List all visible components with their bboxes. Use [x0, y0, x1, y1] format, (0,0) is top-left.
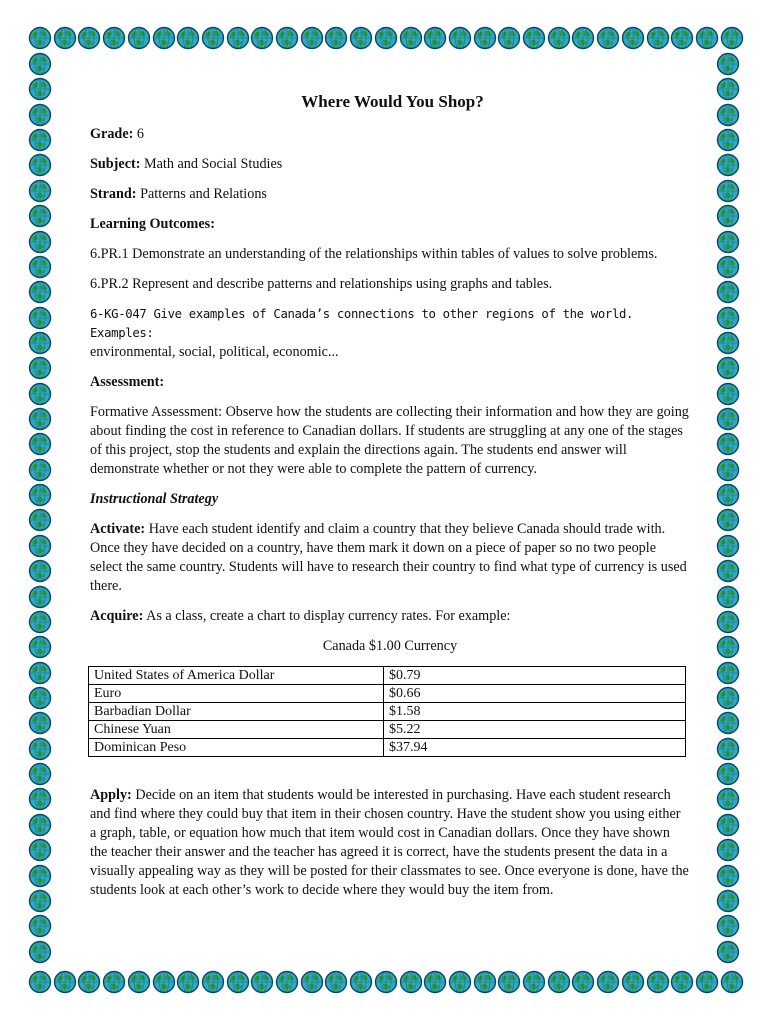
outcome-kg [90, 305, 690, 362]
globe-icon [127, 970, 151, 994]
currency-cell: United States of America Dollar [89, 667, 384, 685]
currency-cell: Euro [89, 685, 384, 703]
globe-icon [621, 26, 645, 50]
globe-icon [77, 970, 101, 994]
globe-icon [324, 26, 348, 50]
globe-icon [720, 26, 744, 50]
globe-icon [473, 970, 497, 994]
globe-icon [176, 970, 200, 994]
assessment-text: Formative Assessment: Observe how the students are collecting their information and how they are going about finding the cost in reference to Canadian dollars. If students are struggling at any one of the stages of this project, stop the students and explain the directions again. The students end answer will demonstrate whether or not they were able to complete the pattern of currency. [90, 404, 689, 477]
globe-icon [28, 458, 52, 482]
border-right [716, 52, 740, 964]
acquire-label: Acquire: [90, 608, 144, 624]
document-body [90, 92, 690, 911]
globe-icon [28, 179, 52, 203]
globe-icon [716, 534, 740, 558]
globe-icon [716, 686, 740, 710]
globe-icon [28, 686, 52, 710]
globe-icon [448, 26, 472, 50]
apply-label: Apply: [90, 787, 132, 803]
page-title: Where Would You Shop? [301, 92, 484, 111]
outcome-kg-code: 6-KG-047 Give examples of Canada’s connections to other regions of the world. Examples: [90, 307, 634, 340]
globe-icon [77, 26, 101, 50]
globe-icon [571, 26, 595, 50]
globe-icon [176, 26, 200, 50]
globe-icon [28, 153, 52, 177]
globe-icon [28, 331, 52, 355]
globe-icon [226, 970, 250, 994]
globe-icon [473, 26, 497, 50]
globe-icon [28, 585, 52, 609]
globe-icon [28, 382, 52, 406]
table-row [89, 703, 686, 721]
table-row [89, 721, 686, 739]
globe-icon [716, 889, 740, 913]
rate-cell: $1.58 [384, 703, 686, 721]
subject-line [90, 155, 690, 174]
strand-line [90, 185, 690, 204]
globe-icon [571, 970, 595, 994]
globe-icon [716, 762, 740, 786]
strand-label: Strand: [90, 186, 137, 202]
globe-icon [670, 26, 694, 50]
globe-icon [716, 331, 740, 355]
globe-icon [374, 26, 398, 50]
strand-value: Patterns and Relations [140, 186, 267, 202]
subject-value: Math and Social Studies [144, 156, 283, 172]
globe-icon [716, 382, 740, 406]
globe-icon [716, 255, 740, 279]
globe-icon [250, 970, 274, 994]
globe-icon [716, 230, 740, 254]
globe-icon [695, 26, 719, 50]
globe-icon [423, 970, 447, 994]
table-row [89, 685, 686, 703]
globe-icon [547, 970, 571, 994]
globe-icon [716, 585, 740, 609]
table-row [89, 667, 686, 685]
grade-value: 6 [136, 126, 144, 142]
globe-icon [28, 103, 52, 127]
rate-cell: $0.66 [384, 685, 686, 703]
assessment-heading: Assessment: [90, 374, 165, 390]
globe-icon [497, 970, 521, 994]
globe-icon [716, 559, 740, 583]
globe-icon [716, 153, 740, 177]
globe-icon [716, 128, 740, 152]
globe-icon [28, 432, 52, 456]
globe-icon [28, 52, 52, 76]
globe-icon [201, 970, 225, 994]
globe-icon [324, 970, 348, 994]
globe-icon [716, 914, 740, 938]
activate-text: Have each student identify and claim a country that they believe Canada should trade with. Once they have decided on a country, have them mark it down on a piece of paper so no two people select the same country. Students will have to research their country to find what type of currency is used there. [90, 521, 687, 594]
globe-icon [28, 407, 52, 431]
globe-icon [53, 970, 77, 994]
apply-paragraph [90, 786, 690, 900]
globe-icon [28, 970, 52, 994]
globe-icon [695, 970, 719, 994]
globe-icon [28, 306, 52, 330]
globe-icon [716, 635, 740, 659]
globe-icon [28, 534, 52, 558]
globe-icon [670, 970, 694, 994]
globe-icon [596, 26, 620, 50]
globe-icon [716, 838, 740, 862]
globe-icon [716, 711, 740, 735]
globe-icon [28, 711, 52, 735]
globe-icon [28, 356, 52, 380]
globe-icon [596, 970, 620, 994]
globe-icon [28, 559, 52, 583]
globe-icon [127, 26, 151, 50]
grade-line [90, 125, 690, 144]
apply-text-c: would buy the item from. [408, 882, 554, 898]
globe-icon [28, 940, 52, 964]
globe-icon [716, 204, 740, 228]
globe-icon [720, 970, 744, 994]
learning-outcomes-heading: Learning Outcomes: [90, 216, 215, 232]
globe-icon [646, 970, 670, 994]
globe-icon [399, 26, 423, 50]
globe-icon [522, 26, 546, 50]
globe-icon [716, 407, 740, 431]
acquire-text: As a class, create a chart to display currency rates. For example: [146, 608, 511, 624]
globe-icon [28, 737, 52, 761]
globe-icon [152, 970, 176, 994]
border-bottom [28, 970, 744, 994]
globe-icon [716, 508, 740, 532]
rate-cell: $5.22 [384, 721, 686, 739]
globe-icon [448, 970, 472, 994]
globe-icon [716, 280, 740, 304]
globe-icon [621, 970, 645, 994]
globe-icon [716, 813, 740, 837]
outcome-item: 6.PR.2 Represent and describe patterns and relationships using graphs and tables. [90, 276, 553, 292]
globe-icon [646, 26, 670, 50]
globe-icon [102, 26, 126, 50]
subject-label: Subject: [90, 156, 141, 172]
globe-icon [716, 52, 740, 76]
globe-icon [28, 128, 52, 152]
globe-icon [716, 940, 740, 964]
globe-icon [28, 762, 52, 786]
acquire-paragraph [90, 607, 690, 626]
globe-icon [28, 77, 52, 101]
globe-icon [716, 787, 740, 811]
globe-icon [716, 306, 740, 330]
globe-icon [28, 280, 52, 304]
rate-cell: $37.94 [384, 739, 686, 757]
currency-cell: Barbadian Dollar [89, 703, 384, 721]
globe-icon [201, 26, 225, 50]
activate-paragraph [90, 520, 690, 596]
globe-icon [28, 914, 52, 938]
globe-icon [250, 26, 274, 50]
globe-icon [522, 970, 546, 994]
grade-label: Grade: [90, 126, 134, 142]
border-left [28, 52, 52, 964]
globe-icon [275, 970, 299, 994]
globe-icon [102, 970, 126, 994]
globe-icon [275, 26, 299, 50]
globe-icon [28, 838, 52, 862]
globe-icon [300, 26, 324, 50]
globe-icon [716, 77, 740, 101]
globe-icon [716, 483, 740, 507]
globe-icon [28, 864, 52, 888]
globe-icon [28, 508, 52, 532]
rate-cell: $0.79 [384, 667, 686, 685]
globe-icon [716, 356, 740, 380]
table-row [89, 739, 686, 757]
globe-icon [547, 26, 571, 50]
currency-table [88, 666, 686, 757]
globe-icon [28, 26, 52, 50]
globe-icon [28, 483, 52, 507]
currency-cell: Chinese Yuan [89, 721, 384, 739]
apply-text-b: Once everyone is done, have the students look at each other’s work to decide where they [90, 863, 689, 898]
globe-icon [374, 970, 398, 994]
globe-icon [226, 26, 250, 50]
globe-icon [28, 635, 52, 659]
globe-icon [300, 970, 324, 994]
apply-text: Decide on an item that students would be interested in purchasing. Have each student research and find where they could buy that item in their chosen country. Have the student show you using either a graph, table, or equation how much that item would cost in Canadian dollars. Once they have shown the teacher their answer and the teacher has agreed it is correct, have the students present the data in a visually appealing way as they will be posted for their classmates to see. [90, 787, 681, 879]
activate-label: Activate: [90, 521, 146, 537]
globe-icon [28, 889, 52, 913]
globe-icon [497, 26, 521, 50]
globe-icon [28, 204, 52, 228]
globe-icon [28, 255, 52, 279]
globe-icon [716, 864, 740, 888]
currency-cell: Dominican Peso [89, 739, 384, 757]
globe-icon [716, 610, 740, 634]
globe-icon [716, 737, 740, 761]
globe-icon [716, 458, 740, 482]
globe-icon [28, 230, 52, 254]
instructional-strategy-heading: Instructional Strategy [90, 491, 219, 507]
globe-icon [716, 432, 740, 456]
globe-icon [28, 610, 52, 634]
globe-icon [716, 179, 740, 203]
globe-icon [53, 26, 77, 50]
globe-icon [349, 970, 373, 994]
globe-icon [399, 970, 423, 994]
outcome-item: 6.PR.1 Demonstrate an understanding of the relationships within tables of values to solve problems. [90, 246, 658, 262]
border-top [28, 26, 744, 50]
globe-icon [152, 26, 176, 50]
globe-icon [423, 26, 447, 50]
globe-icon [716, 103, 740, 127]
globe-icon [28, 787, 52, 811]
globe-icon [28, 813, 52, 837]
globe-icon [716, 661, 740, 685]
table-caption: Canada $1.00 Currency [322, 638, 458, 654]
globe-icon [28, 661, 52, 685]
outcome-kg-rest: environmental, social, political, economic... [90, 344, 339, 360]
globe-icon [349, 26, 373, 50]
